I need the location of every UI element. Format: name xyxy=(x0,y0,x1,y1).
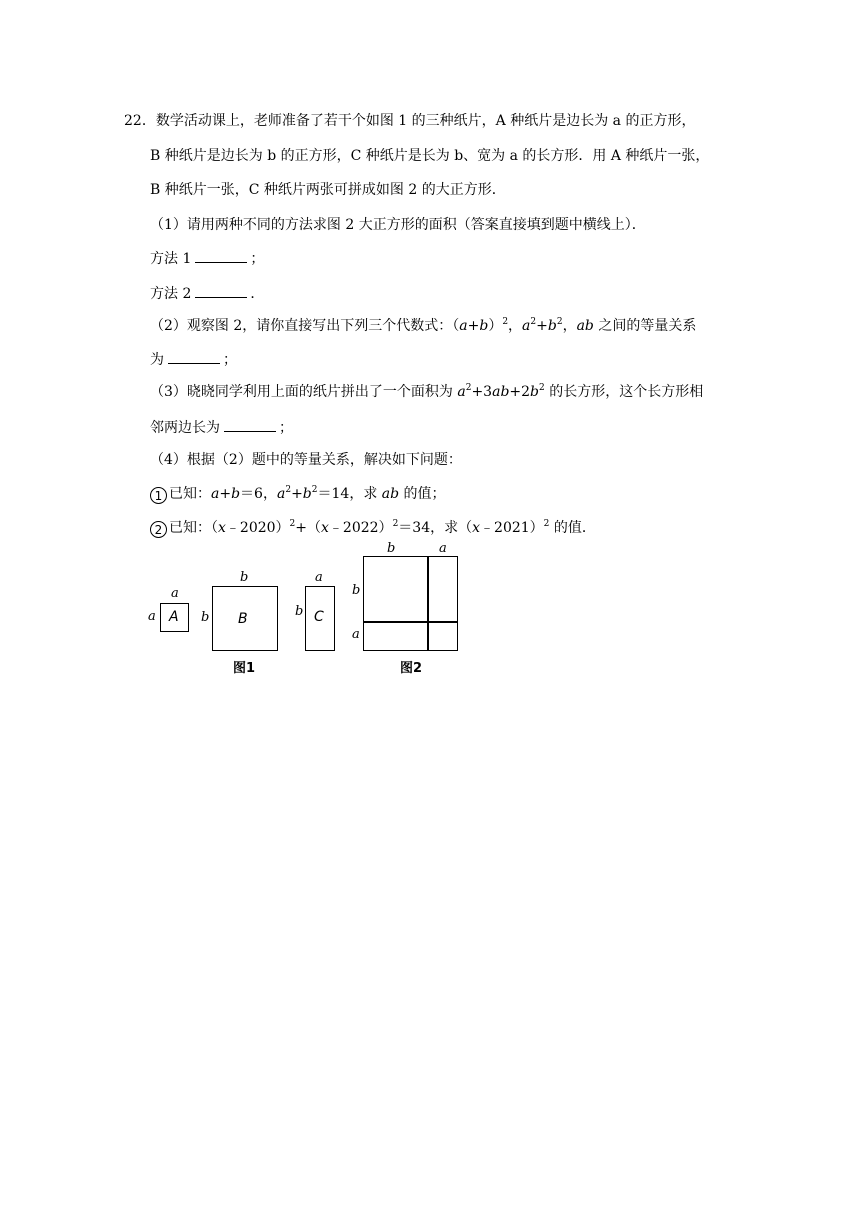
figure-2-side-a-label: a xyxy=(352,627,360,642)
answer-blank-question-3[interactable] xyxy=(224,417,276,432)
figure-2-caption: 图2 xyxy=(400,661,423,676)
figure-2-side-b-label: b xyxy=(352,583,361,598)
figure-2-top-a-label: a xyxy=(439,541,447,556)
question-4: （4）根据（2）题中的等量关系，解决如下问题： xyxy=(150,452,462,468)
method-2-line: 方法 2 ． xyxy=(150,283,264,304)
piece-c-top-label: a xyxy=(315,570,323,585)
big-square-horizontal-divider xyxy=(363,621,458,623)
piece-a-top-label: a xyxy=(171,586,179,601)
question-1: （1）请用两种不同的方法求图 2 大正方形的面积（答案直接填到题中横线上）． xyxy=(150,217,646,233)
piece-c-rectangle xyxy=(305,586,335,651)
figure-1-caption: 图1 xyxy=(233,661,256,676)
piece-c-label: C xyxy=(314,609,324,625)
circled-number-2: 2 xyxy=(150,521,167,538)
piece-b-label: B xyxy=(238,611,248,627)
piece-b-side-label: b xyxy=(201,610,210,625)
piece-a-square xyxy=(160,603,189,632)
piece-c-side-label: b xyxy=(295,604,304,619)
question-2: （2）观察图 2，请你直接写出下列三个代数式：$(a+b)^2$，$a^2+b^2$，ab 之间的等量关系 xyxy=(150,317,697,334)
method-1-line: 方法 1 ； xyxy=(150,248,264,269)
sub-question-1: 1 已知：a+b＝6，$a^2+b^2=14$，求 ab 的值； xyxy=(150,484,446,504)
question-2-line-2: 为 ； xyxy=(150,349,237,370)
big-square-vertical-divider xyxy=(427,556,429,651)
problem-number: 22． xyxy=(124,113,156,129)
piece-b-top-label: b xyxy=(240,570,249,585)
sub-question-2: 2 已知：（x﹣2020）$^2$+（x﹣2022）$^2$＝34，求（x﹣2021）$^2$ 的值． xyxy=(150,518,596,538)
question-3-line-2: 邻两边长为 ； xyxy=(150,417,293,438)
answer-blank-question-2[interactable] xyxy=(168,349,220,364)
circled-number-1: 1 xyxy=(150,487,167,504)
piece-a-label: A xyxy=(169,609,179,625)
answer-blank-method-2[interactable] xyxy=(195,283,247,298)
big-square xyxy=(363,556,458,651)
intro-line-1: 22．数学活动课上，老师准备了若干个如图 1 的三种纸片，A 种纸片是边长为 a 的正方形， xyxy=(124,113,696,129)
question-3: （3）晓晓同学利用上面的纸片拼出了一个面积为 $a^2+3ab+2b^2$ 的长方形，这个长方形相 xyxy=(150,383,704,400)
answer-blank-method-1[interactable] xyxy=(195,248,247,263)
figure-2-top-b-label: b xyxy=(387,541,396,556)
intro-line-2: B 种纸片是边长为 b 的正方形，C 种纸片是长为 b、宽为 a 的长方形．用 A 种纸片一张， xyxy=(150,148,710,164)
piece-a-side-label: a xyxy=(148,609,156,624)
piece-b-square xyxy=(212,586,278,651)
intro-line-3: B 种纸片一张，C 种纸片两张可拼成如图 2 的大正方形． xyxy=(150,182,506,198)
